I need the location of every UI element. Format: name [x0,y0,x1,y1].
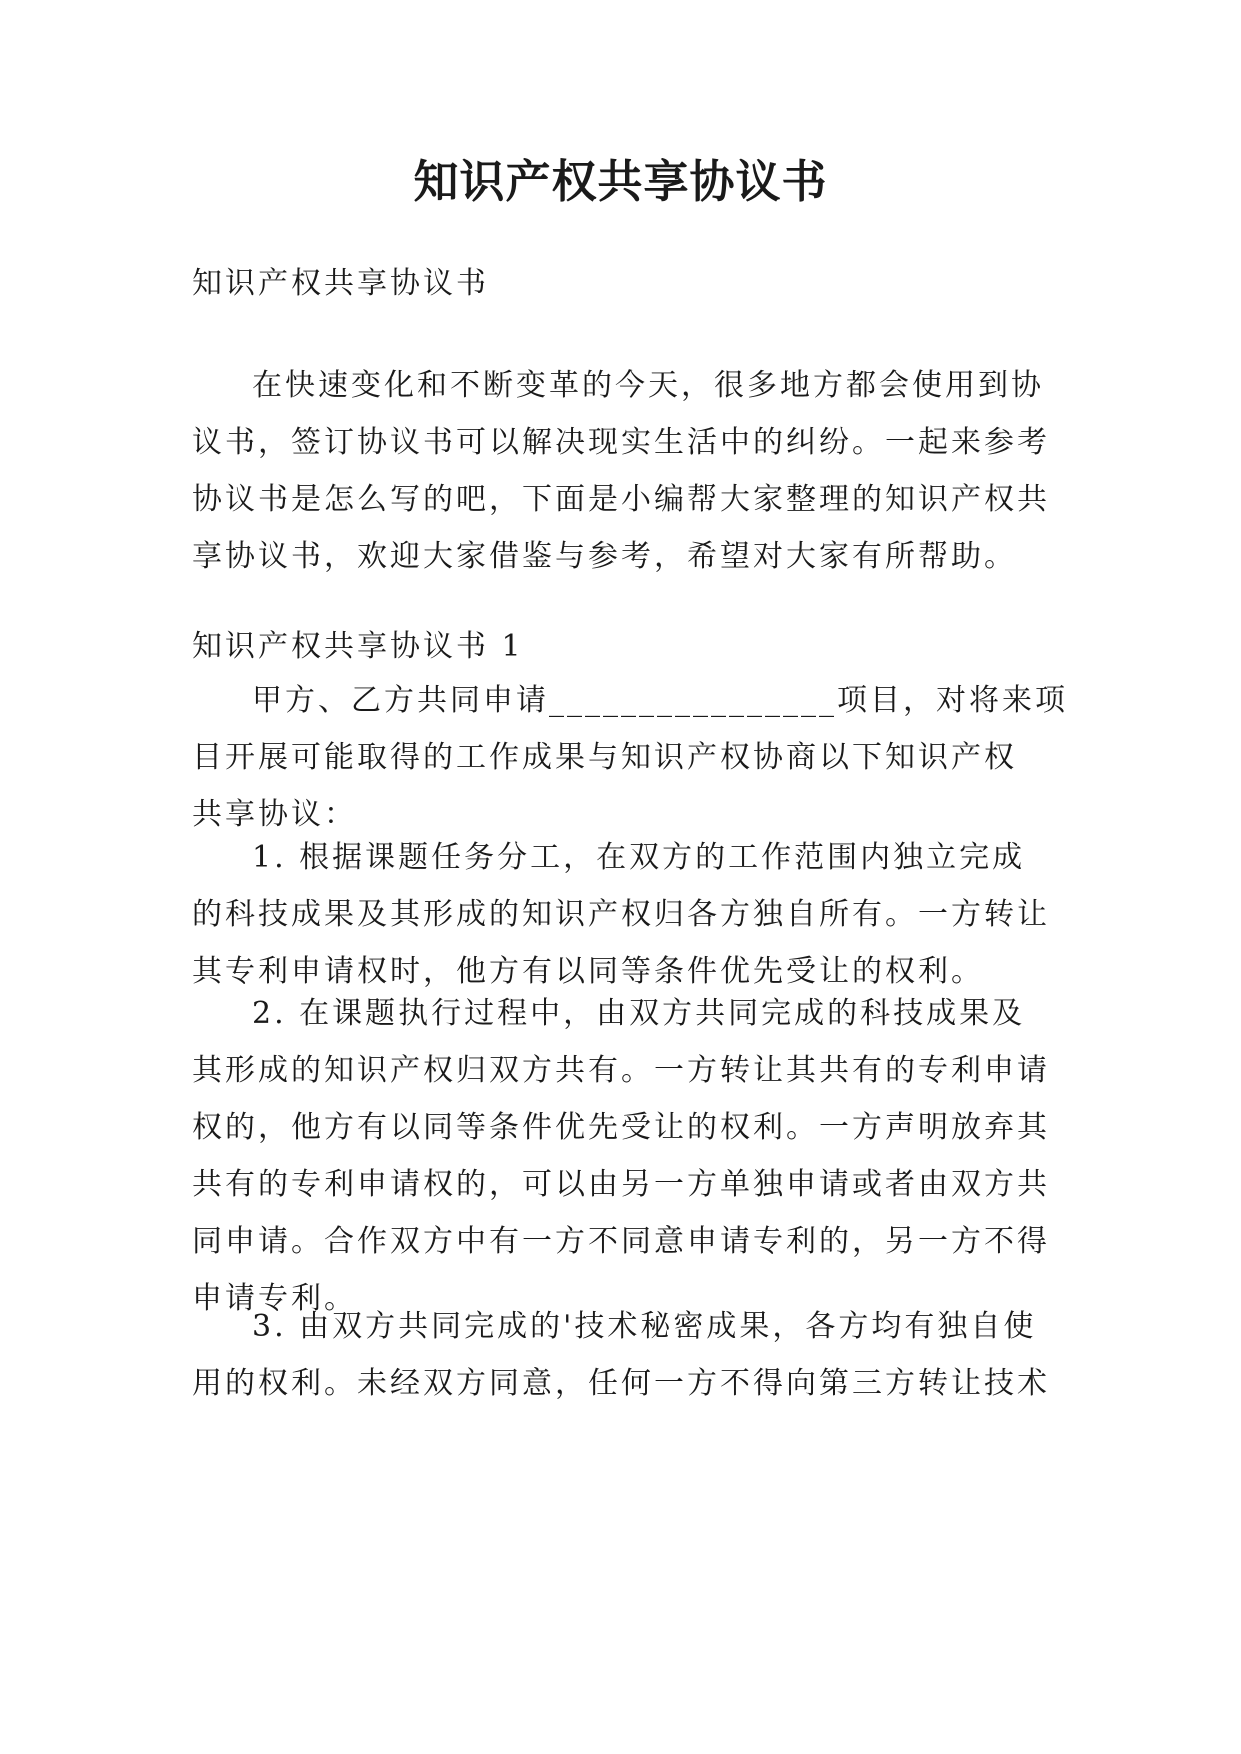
clause-1-line-1: 1. 根据课题任务分工，在双方的工作范围内独立完成 [252,840,1026,875]
clause-1-line-2: 的科技成果及其形成的知识产权归各方独自所有。一方转让 [192,897,1050,932]
clause-3-paragraph [192,1298,1060,1412]
clause-2-line-3: 权的，他方有以同等条件优先受让的权利。一方声明放弃其 [192,1110,1050,1145]
clause-2-line-5: 同申请。合作双方中有一方不同意申请专利的，另一方不得 [192,1224,1050,1259]
intro-paragraph [192,357,1060,585]
clause-2-line-4: 共有的专利申请权的，可以由另一方单独申请或者由双方共 [192,1167,1050,1202]
parties-line-1: 甲方、乙方共同申请________________项目，对将来项 [252,683,1068,718]
section-heading: 知识产权共享协议书 1 [192,629,524,664]
clause-2-line-1: 2. 在课题执行过程中，由双方共同完成的科技成果及 [252,996,1026,1031]
clause-1-line-3: 其专利申请权时，他方有以同等条件优先受让的权利。 [192,954,984,989]
clause-3-line-1: 3. 由双方共同完成的'技术秘密成果，各方均有独自使 [252,1309,1037,1344]
parties-line-2: 目开展可能取得的工作成果与知识产权协商以下知识产权 [192,740,1017,775]
document-subtitle: 知识产权共享协议书 [192,266,489,301]
clause-2-line-6: 申请专利。 [192,1281,357,1316]
intro-line-1: 在快速变化和不断变革的今天，很多地方都会使用到协 [252,368,1044,403]
intro-line-3: 协议书是怎么写的吧，下面是小编帮大家整理的知识产权共 [192,482,1050,517]
clause-3-line-2: 用的权利。未经双方同意，任何一方不得向第三方转让技术 [192,1366,1050,1401]
clause-2-line-2: 其形成的知识产权归双方共有。一方转让其共有的专利申请 [192,1053,1050,1088]
parties-line-3: 共享协议： [192,797,357,832]
clause-1-paragraph [192,829,1060,1000]
intro-line-2: 议书，签订协议书可以解决现实生活中的纠纷。一起来参考 [192,425,1050,460]
intro-line-4: 享协议书，欢迎大家借鉴与参考，希望对大家有所帮助。 [192,539,1017,574]
document-title: 知识产权共享协议书 [413,155,828,208]
parties-paragraph [192,672,1068,843]
clause-2-paragraph [192,985,1060,1327]
